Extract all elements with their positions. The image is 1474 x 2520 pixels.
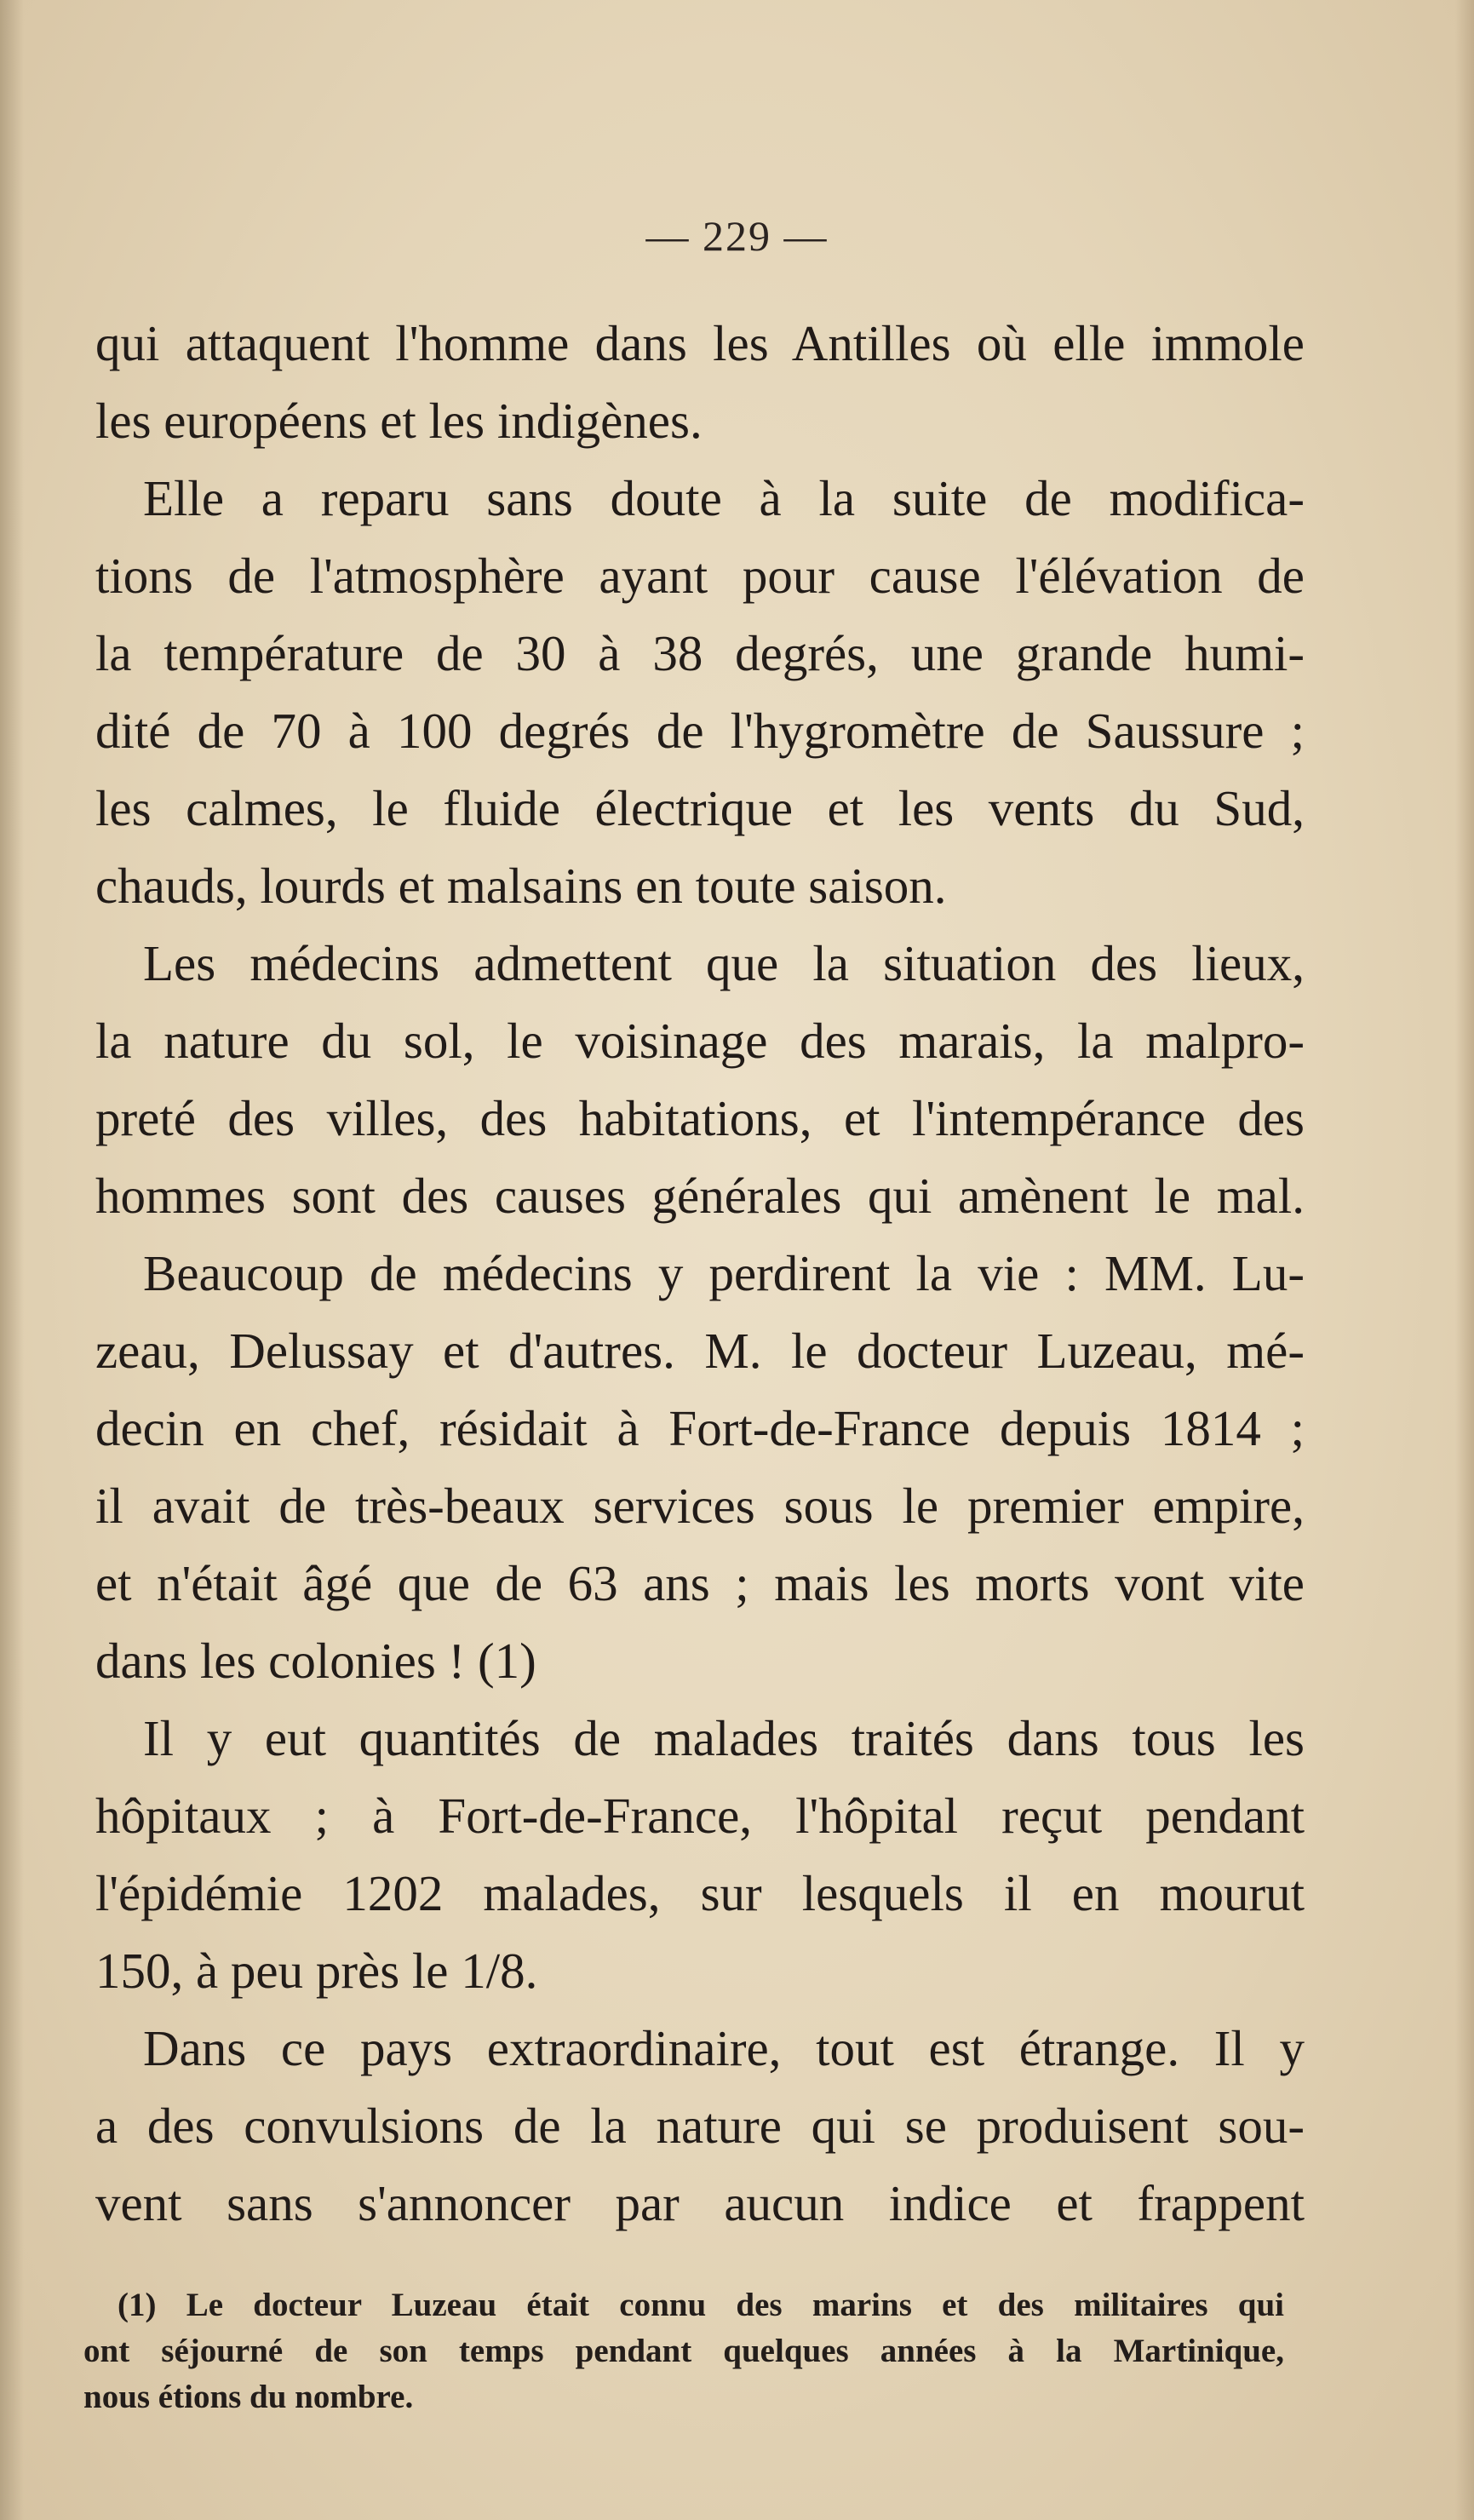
paragraph [95,1235,1305,1700]
text-line: preté des villes, des habitations, et l'intempérance des [95,1090,1305,1146]
paragraph [95,925,1305,1235]
text-line: Dans ce pays extraordinaire, tout est étrange. Il y [143,2020,1305,2076]
page-edge-shadow-right [1455,0,1474,2520]
text-line: decin en chef, résidait à Fort-de-France depuis 1814 ; [95,1400,1305,1456]
footnote-line: (1) Le docteur Luzeau était connu des marins et des militaires qui [118,2287,1284,2323]
text-line: Il y eut quantités de malades traités dans tous les [143,1710,1305,1766]
paragraph [95,460,1305,925]
text-line: a des convulsions de la nature qui se produisent sou- [95,2098,1305,2154]
text-line: 150, à peu près le 1/8. [95,1943,538,1999]
text-line: Les médecins admettent que la situation des lieux, [143,935,1305,991]
text-line: la nature du sol, le voisinage des marais, la malpro- [95,1013,1305,1069]
text-line: vent sans s'annoncer par aucun indice et frappent [95,2175,1305,2231]
page-edge-shadow-left [0,0,24,2520]
footnote-line: nous étions du nombre. [83,2379,414,2415]
text-line: Beaucoup de médecins y perdirent la vie : MM. Lu- [143,1245,1305,1301]
text-line: l'épidémie 1202 malades, sur lesquels il en mourut [95,1865,1305,1921]
text-line: hôpitaux ; à Fort-de-France, l'hôpital reçut pendant [95,1788,1305,1844]
paragraph [95,2010,1305,2242]
text-line: dité de 70 à 100 degrés de l'hygromètre de Saussure ; [95,703,1305,759]
text-line: les calmes, le fluide électrique et les vents du Sud, [95,780,1305,836]
text-line: hommes sont des causes générales qui amènent le mal. [95,1168,1305,1224]
text-line: qui attaquent l'homme dans les Antilles où elle immole [95,315,1305,371]
paragraph [95,1700,1305,2010]
text-line: les européens et les indigènes. [95,393,703,449]
paragraph [95,305,1305,460]
text-line: et n'était âgé que de 63 ans ; mais les morts vont vite [95,1555,1305,1611]
footnote-line: ont séjourné de son temps pendant quelques années à la Martinique, [83,2333,1284,2369]
text-line: tions de l'atmosphère ayant pour cause l'élévation de [95,548,1305,604]
text-line: Elle a reparu sans doute à la suite de modifica- [143,470,1305,526]
page-number: — 229 — [645,212,829,260]
body-text [95,305,1305,2242]
text-line: dans les colonies ! (1) [95,1633,536,1689]
text-line: zeau, Delussay et d'autres. M. le docteur Luzeau, mé- [95,1323,1305,1379]
footnote [83,2282,1284,2420]
text-line: chauds, lourds et malsains en toute saison. [95,858,947,914]
text-line: la température de 30 à 38 degrés, une grande humi- [95,625,1305,681]
text-line: il avait de très-beaux services sous le premier empire, [95,1478,1305,1534]
